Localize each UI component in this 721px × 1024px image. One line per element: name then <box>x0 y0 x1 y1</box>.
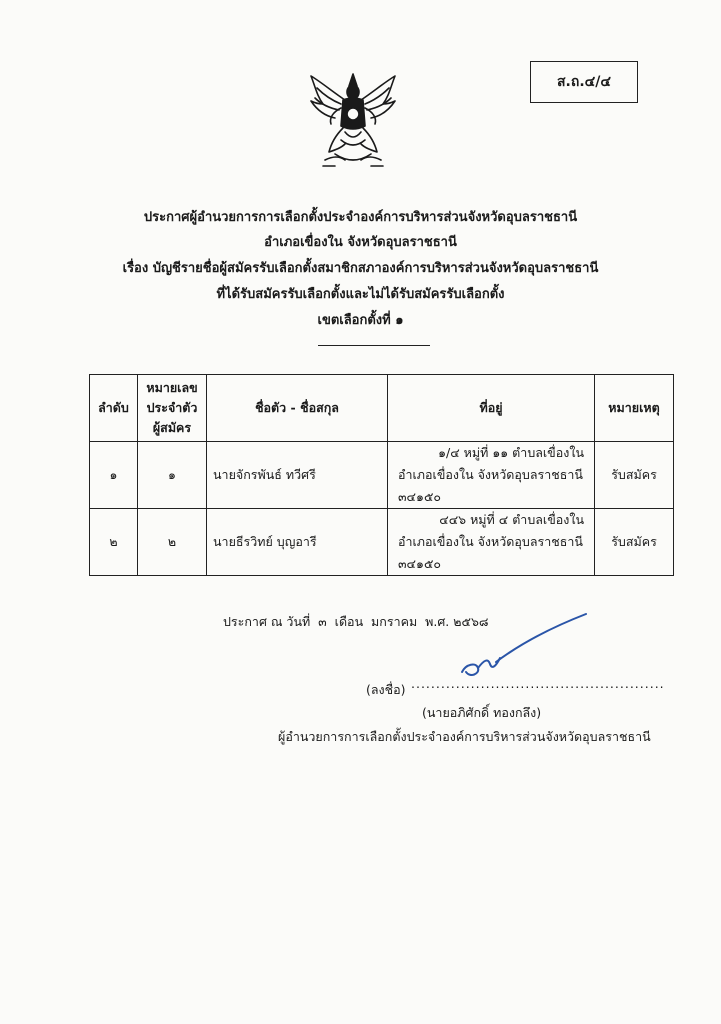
address-line-2: อำเภอเขื่องใน จังหวัดอุบลราชธานี <box>398 467 583 482</box>
cell-note: รับสมัคร <box>595 509 674 576</box>
table-header-row <box>90 375 674 442</box>
address-line-3: ๓๔๑๕๐ <box>398 489 442 504</box>
heading-divider <box>318 345 430 346</box>
signer-name: (นายอภิศักดิ์ ทองกลึง) <box>422 705 542 720</box>
heading-line-4: ที่ได้รับสมัครรับเลือกตั้งและไม่ได้รับสมัครรับเลือกตั้ง <box>216 287 505 302</box>
cell-address <box>388 442 595 509</box>
form-code-box <box>530 61 638 103</box>
heading-subject: เรื่อง บัญชีรายชื่อผู้สมัครรับเลือกตั้งสมาชิกสภาองค์การบริหารส่วนจังหวัดอุบลราชธานี <box>122 261 599 276</box>
cell-address <box>388 509 595 576</box>
header-name: ชื่อตัว - ชื่อสกุล <box>207 375 388 442</box>
cell-order: ๒ <box>90 509 138 576</box>
header-candidate-no <box>138 375 207 442</box>
address-line-1: ๔๔๖ หมู่ที่ ๔ ตำบลเขื่องใน <box>439 512 584 527</box>
header-candidate-no-line-2: ประจำตัว <box>146 400 198 415</box>
form-code: ส.ถ.๔/๔ <box>557 74 611 90</box>
heading-line-2: อำเภอเขื่องใน จังหวัดอุบลราชธานี <box>264 235 457 250</box>
cell-candidate-no: ๑ <box>138 442 207 509</box>
address-line-2: อำเภอเขื่องใน จังหวัดอุบลราชธานี <box>398 534 583 549</box>
cell-note: รับสมัคร <box>595 442 674 509</box>
cell-candidate-no: ๒ <box>138 509 207 576</box>
table-row <box>90 509 674 576</box>
garuda-emblem-icon <box>305 70 401 172</box>
heading-line-1: ประกาศผู้อำนวยการการเลือกตั้งประจำองค์การบริหารส่วนจังหวัดอุบลราชธานี <box>143 210 578 225</box>
cell-name: นายธีรวิทย์ บุญอารี <box>207 509 388 576</box>
address-line-3: ๓๔๑๕๐ <box>398 556 442 571</box>
cell-order: ๑ <box>90 442 138 509</box>
heading-constituency: เขตเลือกตั้งที่ ๑ <box>317 313 404 328</box>
signature-line: ................................................... <box>411 676 665 691</box>
header-address: ที่อยู่ <box>388 375 595 442</box>
address-line-1: ๑/๔ หมู่ที่ ๑๑ ตำบลเขื่องใน <box>438 445 584 460</box>
signer-title: ผู้อำนวยการการเลือกตั้งประจำองค์การบริหารส่วนจังหวัดอุบลราชธานี <box>278 729 651 744</box>
header-order: ลำดับ <box>90 375 138 442</box>
header-candidate-no-line-1: หมายเลข <box>146 380 198 395</box>
header-candidate-no-line-3: ผู้สมัคร <box>152 420 192 435</box>
cell-name: นายจักรพันธ์ ทวีศรี <box>207 442 388 509</box>
announcement-date: ประกาศ ณ วันที่ ๓ เดือน มกราคม พ.ศ. ๒๕๖๘ <box>223 614 489 629</box>
signature-label: (ลงชื่อ) <box>366 682 406 697</box>
table-row <box>90 442 674 509</box>
candidate-table <box>89 374 674 576</box>
header-note: หมายเหตุ <box>595 375 674 442</box>
